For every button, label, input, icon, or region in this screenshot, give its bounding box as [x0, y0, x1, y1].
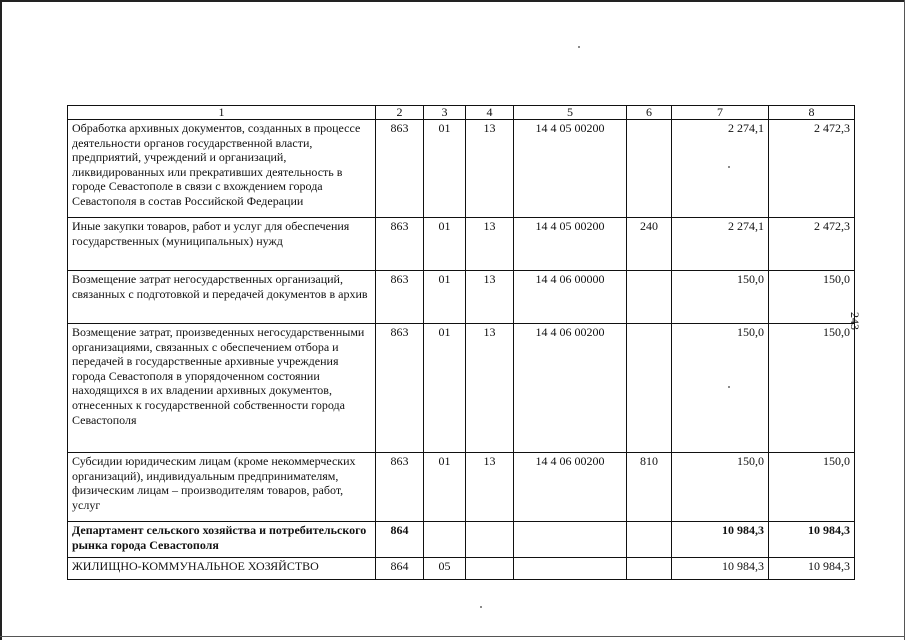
cell-sum-col8: 10 984,3 [769, 558, 855, 580]
cell-sum-col8: 150,0 [769, 271, 855, 324]
cell-section: 01 [424, 218, 466, 271]
cell-target-item: 14 4 06 00200 [514, 324, 627, 453]
table-row [68, 453, 855, 522]
cell-sum-col8: 2 472,3 [769, 218, 855, 271]
row-name: ЖИЛИЩНО-КОММУНАЛЬНОЕ ХОЗЯЙСТВО [68, 558, 376, 580]
cell-sum-col7: 2 274,1 [672, 120, 769, 218]
column-header: 4 [466, 106, 514, 120]
table-row [68, 218, 855, 271]
table-row [68, 558, 855, 580]
cell-target-item [514, 558, 627, 580]
cell-sum-col8: 10 984,3 [769, 522, 855, 558]
table-row [68, 271, 855, 324]
page-number: 243 [848, 312, 862, 330]
cell-target-item: 14 4 06 00200 [514, 453, 627, 522]
column-header: 3 [424, 106, 466, 120]
cell-section: 01 [424, 324, 466, 453]
scan-speck [578, 46, 580, 48]
cell-ved: 863 [376, 271, 424, 324]
cell-sum-col8: 150,0 [769, 453, 855, 522]
scan-edge [0, 0, 2, 640]
cell-target-item: 14 4 06 00000 [514, 271, 627, 324]
cell-target-item [514, 522, 627, 558]
cell-section: 01 [424, 453, 466, 522]
cell-expense-type [627, 558, 672, 580]
scan-speck [728, 166, 730, 168]
scan-edge [0, 636, 905, 637]
column-header: 5 [514, 106, 627, 120]
cell-ved: 863 [376, 324, 424, 453]
cell-expense-type: 240 [627, 218, 672, 271]
row-name: Субсидии юридическим лицам (кроме некоммерческих организаций), индивидуальным предпринимателям, физическим лицам – производителям товаров, работ, услуг [68, 453, 376, 522]
cell-sum-col7: 150,0 [672, 324, 769, 453]
row-name: Департамент сельского хозяйства и потребительского рынка города Севастополя [68, 522, 376, 558]
column-header: 7 [672, 106, 769, 120]
cell-sum-col8: 150,0 [769, 324, 855, 453]
table-header-row [68, 106, 855, 120]
cell-subsection: 13 [466, 271, 514, 324]
cell-subsection: 13 [466, 324, 514, 453]
cell-section: 01 [424, 271, 466, 324]
cell-section: 01 [424, 120, 466, 218]
cell-expense-type [627, 522, 672, 558]
row-name: Возмещение затрат негосударственных организаций, связанных с подготовкой и передачей документов в архив [68, 271, 376, 324]
cell-sum-col8: 2 472,3 [769, 120, 855, 218]
scan-speck [480, 606, 482, 608]
cell-ved: 864 [376, 522, 424, 558]
cell-expense-type: 810 [627, 453, 672, 522]
cell-expense-type [627, 324, 672, 453]
cell-ved: 864 [376, 558, 424, 580]
cell-sum-col7: 10 984,3 [672, 522, 769, 558]
cell-sum-col7: 150,0 [672, 271, 769, 324]
cell-subsection [466, 558, 514, 580]
column-header: 1 [68, 106, 376, 120]
cell-ved: 863 [376, 453, 424, 522]
budget-table [67, 105, 855, 580]
cell-sum-col7: 2 274,1 [672, 218, 769, 271]
row-name: Иные закупки товаров, работ и услуг для обеспечения государственных (муниципальных) нужд [68, 218, 376, 271]
table-row [68, 324, 855, 453]
scan-edge [0, 0, 905, 2]
column-header: 8 [769, 106, 855, 120]
table-row [68, 120, 855, 218]
row-name: Возмещение затрат, произведенных негосударственными организациями, связанных с обеспечением отбора и передачей в государственные архивные учреждения города Севастополя в упорядоченном состоянии находящихся в их владении архивных документов, отнесенных к государственной собственности города Севастополя [68, 324, 376, 453]
cell-ved: 863 [376, 218, 424, 271]
column-header: 2 [376, 106, 424, 120]
column-header: 6 [627, 106, 672, 120]
cell-target-item: 14 4 05 00200 [514, 120, 627, 218]
cell-ved: 863 [376, 120, 424, 218]
cell-sum-col7: 10 984,3 [672, 558, 769, 580]
scan-speck [728, 386, 730, 388]
cell-target-item: 14 4 05 00200 [514, 218, 627, 271]
cell-subsection [466, 522, 514, 558]
cell-sum-col7: 150,0 [672, 453, 769, 522]
cell-section [424, 522, 466, 558]
cell-subsection: 13 [466, 218, 514, 271]
cell-expense-type [627, 120, 672, 218]
cell-section: 05 [424, 558, 466, 580]
cell-subsection: 13 [466, 120, 514, 218]
cell-expense-type [627, 271, 672, 324]
table-row [68, 522, 855, 558]
cell-subsection: 13 [466, 453, 514, 522]
row-name: Обработка архивных документов, созданных в процессе деятельности органов государственной власти, предприятий, учреждений и организаций, ликвидированных или прекративших деятельность в городе Севастополе в связи с вхождением города Севастополя в состав Российской Федерации [68, 120, 376, 218]
